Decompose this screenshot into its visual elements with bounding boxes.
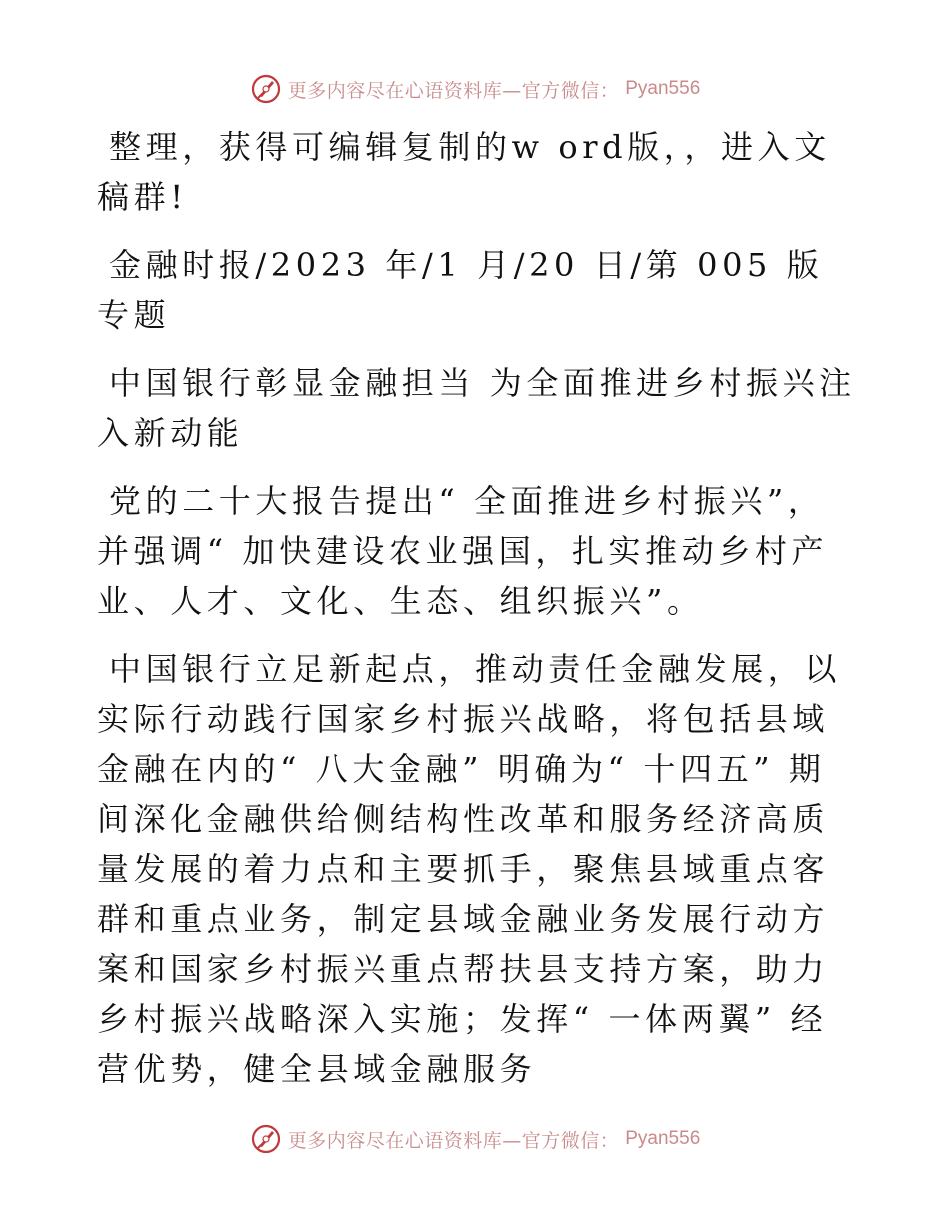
watermark-wechat-id: Pyan556	[625, 1128, 701, 1149]
quill-logo-icon	[250, 73, 282, 105]
document-body	[97, 122, 857, 1094]
paragraph-intro: 整理，获得可编辑复制的w ord版，，进入文稿群!	[97, 128, 831, 216]
quill-logo-icon	[250, 1123, 282, 1155]
footer-watermark	[0, 1122, 950, 1156]
header-watermark	[0, 72, 950, 106]
paragraph-source: 金融时报/2023 年/1 月/20 日/第 005 版专题	[97, 246, 824, 334]
watermark-text: 更多内容尽在心语资料库—官方微信：	[287, 79, 620, 102]
watermark-wechat-id: Pyan556	[625, 78, 701, 99]
watermark-text: 更多内容尽在心语资料库—官方微信：	[287, 1129, 620, 1152]
paragraph-body-2: 中国银行立足新起点，推动责任金融发展，以实际行动践行国家乡村振兴战略，将包括县域金融在内的“ 八大金融” 明确为“ 十四五” 期间深化金融供给侧结构性改革和服务经济高质量发展的着力点和主要抓手，聚焦县域重点客群和重点业务，制定县域金融业务发展行动方案和国家乡村振兴重点帮扶县支持方案，助力乡村振兴战略深入实施；发挥“ 一体两翼” 经营优势，健全县域金融服务	[97, 650, 842, 1088]
paragraph-headline: 中国银行彰显金融担当 为全面推进乡村振兴注入新动能	[97, 364, 856, 452]
paragraph-body-1: 党的二十大报告提出“ 全面推进乡村振兴”，并强调“ 加快建设农业强国，扎实推动乡村产业、人才、文化、生态、组织振兴”。	[97, 482, 829, 620]
